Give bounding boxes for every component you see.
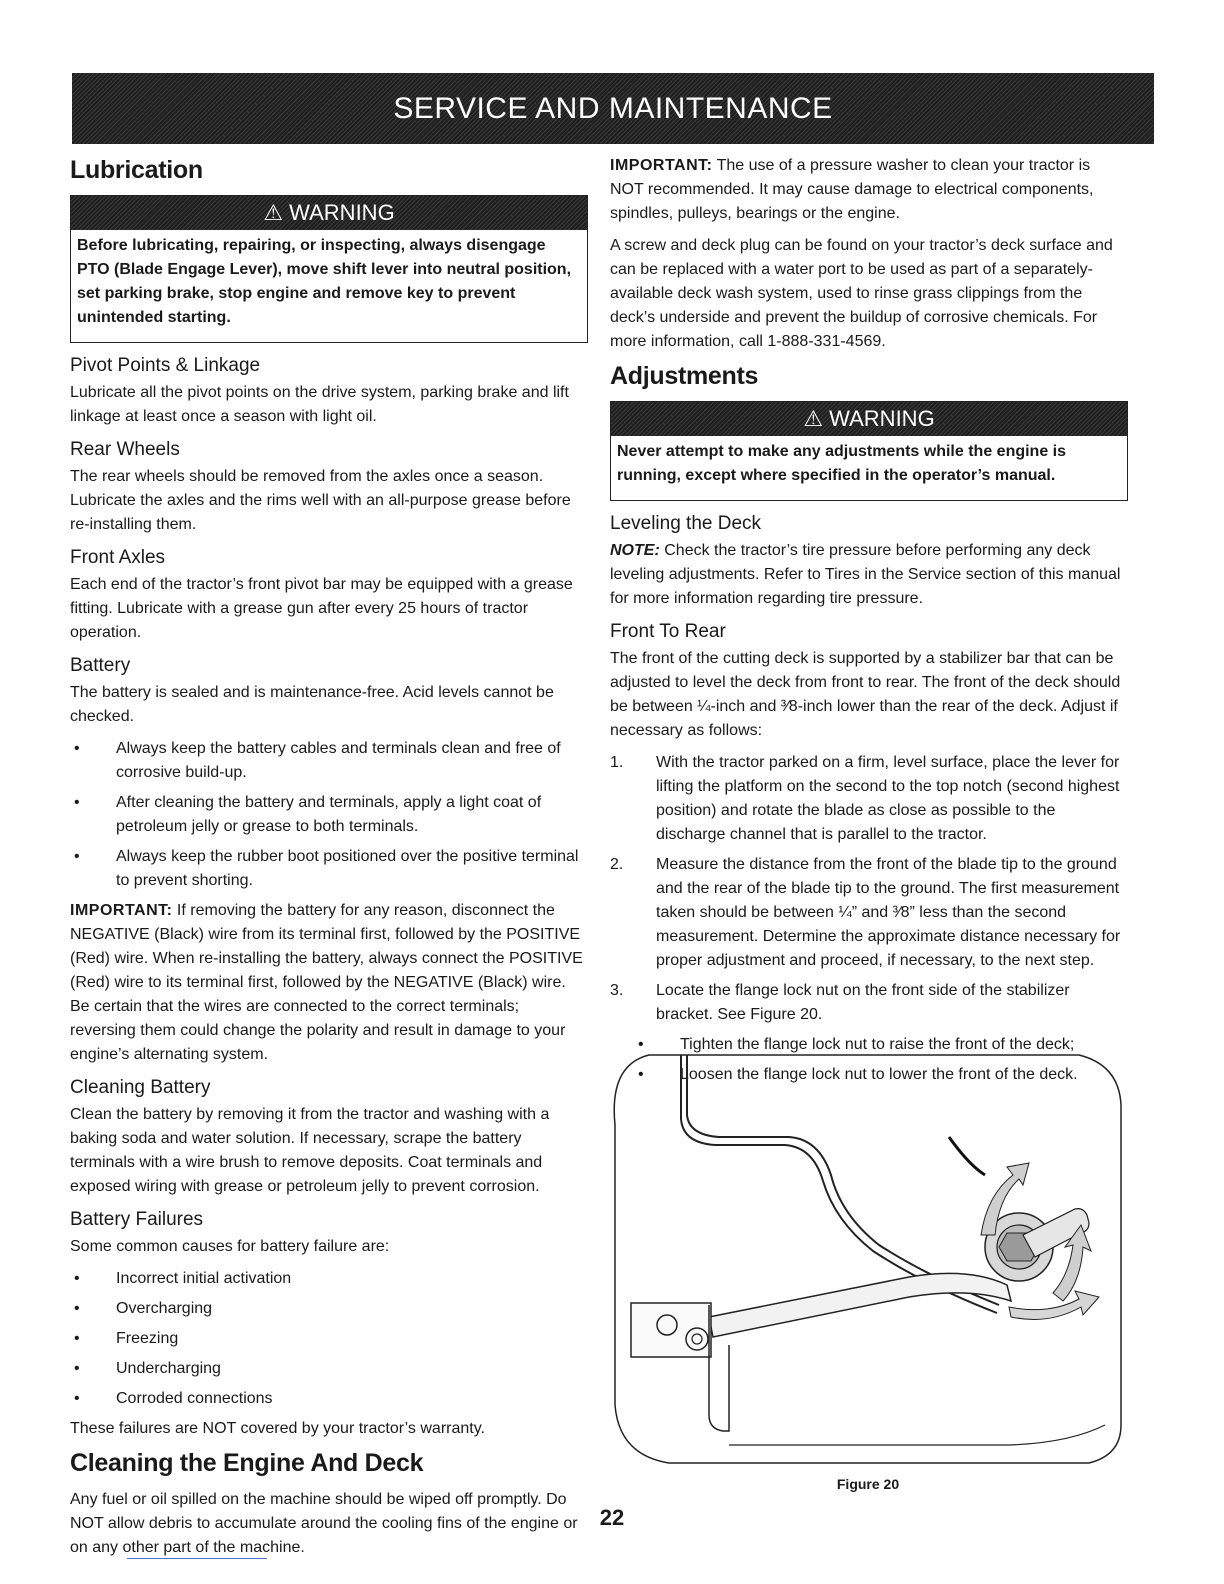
note-label: NOTE:: [610, 542, 660, 559]
page-number: 22: [599, 1505, 625, 1530]
list-item: • Corroded connections: [74, 1390, 273, 1407]
leveling-note: [610, 539, 1128, 611]
list-item: • Undercharging: [74, 1360, 221, 1377]
front-to-rear-heading: Front To Rear: [610, 621, 726, 642]
warning-header: [71, 196, 587, 230]
list-item: 3. Locate the flange lock nut on the front side of the stabilizer bracket. See Figure 20.: [610, 982, 1070, 1023]
front-axles-heading: Front Axles: [70, 547, 166, 568]
adjustments-warning-box: [610, 401, 1128, 501]
deck-plug-text: A screw and deck plug can be found on your tractor’s deck surface and can be replaced with a water port to be used as part of a separately-available deck wash system, used to rinse grass clippings from the deck’s underside and prevent the buildup of corrosive chemicals. For more information, call 1-888-331-4569.: [610, 237, 1113, 350]
front-to-rear-text: The front of the cutting deck is supported by a stabilizer bar that can be adjusted to level the deck from front to rear. The front of the deck should be between ¼-inch and ³⁄8-inch lower than the rear of the deck. Adjust if necessary as follows:: [610, 650, 1121, 739]
list-item: • After cleaning the battery and terminals, apply a light coat of petroleum jelly or grease to both terminals.: [74, 794, 542, 835]
right-column: [610, 148, 1128, 1093]
battery-important: [70, 899, 588, 1067]
list-item: • Always keep the rubber boot positioned over the positive terminal to prevent shorting.: [74, 848, 579, 889]
note-text: Check the tractor’s tire pressure before performing any deck leveling adjustments. Refer to Tires in the Service section of this manual for more information regarding tire pressure.: [610, 542, 1121, 607]
warning-text: Before lubricating, repairing, or inspecting, always disengage PTO (Blade Engage Lever), move shift lever into neutral position, set parking brake, stop engine and remove key to prevent unintended starting.: [77, 237, 572, 326]
list-item: • Always keep the battery cables and terminals clean and free of corrosive build-up.: [74, 740, 561, 781]
leveling-heading: Leveling the Deck: [610, 513, 762, 534]
rear-wheels-text: The rear wheels should be removed from the axles once a season. Lubricate the axles and the rims well with an all-purpose grease before re-installing them.: [70, 468, 571, 533]
pivot-text: Lubricate all the pivot points on the drive system, parking brake and lift linkage at least once a season with light oil.: [70, 384, 569, 425]
battery-failures-intro: Some common causes for battery failure are:: [70, 1238, 390, 1255]
left-column: [70, 148, 588, 1568]
list-item: • Loosen the flange lock nut to lower the front of the deck.: [638, 1066, 1078, 1083]
battery-bullet-list: [70, 737, 588, 893]
steps-list: [610, 751, 1128, 1027]
list-item: • Freezing: [74, 1330, 179, 1347]
cleaning-battery-text: Clean the battery by removing it from the tractor and washing with a baking soda and water solution. If necessary, scrape the battery terminals with a wire brush to remove deposits. Coat terminals and exposed wiring with grease or petroleum jelly to prevent corrosion.: [70, 1106, 550, 1195]
list-item: • Overcharging: [74, 1300, 213, 1317]
battery-failures-outro: These failures are NOT covered by your tractor’s warranty.: [70, 1420, 485, 1437]
warning-text: Never attempt to make any adjustments while the engine is running, except where specified in the operator’s manual.: [617, 443, 1067, 484]
rear-wheels-heading: Rear Wheels: [70, 439, 180, 460]
section-banner: [72, 73, 1154, 144]
important-text: If removing the battery for any reason, disconnect the NEGATIVE (Black) wire from its terminal first, followed by the POSITIVE (Red) wire. When re-installing the battery, always connect the POSITIVE (Red) wire to its terminal first, followed by the NEGATIVE (Black) wire. Be certain that the wires are connected to the correct terminals; reversing them could change the polarity and result in damage to your engine’s alternating system.: [70, 902, 583, 1063]
figure-20: [609, 1045, 1127, 1473]
warning-label: WARNING: [829, 406, 935, 431]
banner-title: SERVICE AND MAINTENANCE: [393, 92, 833, 125]
cleaning-engine-heading: Cleaning the Engine And Deck: [70, 1449, 424, 1477]
pressure-washer-important: [610, 154, 1128, 226]
important-label: IMPORTANT:: [610, 157, 713, 174]
list-item: 1. With the tractor parked on a firm, level surface, place the lever for lifting the platform on the second to the top notch (second highest position) and rotate the blade as close as possible to the discharge channel that is parallel to the tractor.: [610, 754, 1120, 843]
adjustments-heading: Adjustments: [610, 362, 759, 390]
lubrication-heading: Lubrication: [70, 156, 203, 184]
footer-divider: [127, 1558, 267, 1559]
stabilizer-bracket-illustration: [609, 1045, 1127, 1473]
battery-heading: Battery: [70, 655, 131, 676]
list-item: 2. Measure the distance from the front of the blade tip to the ground and the rear of the blade tip to the ground. The first measurement taken should be between ¼” and ³⁄8” less than the second measurement. Determine the approximate distance necessary for proper adjustment and proceed, if necessary, to the next step.: [610, 856, 1121, 969]
warning-label: WARNING: [289, 200, 395, 225]
battery-failures-list: [70, 1267, 588, 1411]
cleaning-engine-text: Any fuel or oil spilled on the machine should be wiped off promptly. Do NOT allow debris to accumulate around the cooling fins of the engine or on any other part of the machine.: [70, 1491, 578, 1556]
important-text: The use of a pressure washer to clean your tractor is NOT recommended. It may cause damage to electrical components, spindles, pulleys, bearings or the engine.: [610, 157, 1094, 222]
warning-triangle-icon: ⚠: [263, 200, 284, 225]
lubrication-warning-box: [70, 195, 588, 343]
list-item: • Tighten the flange lock nut to raise the front of the deck;: [638, 1036, 1075, 1053]
warning-triangle-icon: ⚠: [803, 406, 824, 431]
figure-caption: Figure 20: [836, 1476, 900, 1492]
cleaning-battery-heading: Cleaning Battery: [70, 1077, 211, 1098]
front-axles-text: Each end of the tractor’s front pivot bar may be equipped with a grease fitting. Lubricate with a grease gun after every 25 hours of tractor operation.: [70, 576, 573, 641]
pivot-heading: Pivot Points & Linkage: [70, 355, 261, 376]
battery-failures-heading: Battery Failures: [70, 1209, 204, 1230]
list-item: • Incorrect initial activation: [74, 1270, 292, 1287]
warning-header: [611, 402, 1127, 436]
battery-text: The battery is sealed and is maintenance-free. Acid levels cannot be checked.: [70, 684, 554, 725]
important-label: IMPORTANT:: [70, 902, 173, 919]
